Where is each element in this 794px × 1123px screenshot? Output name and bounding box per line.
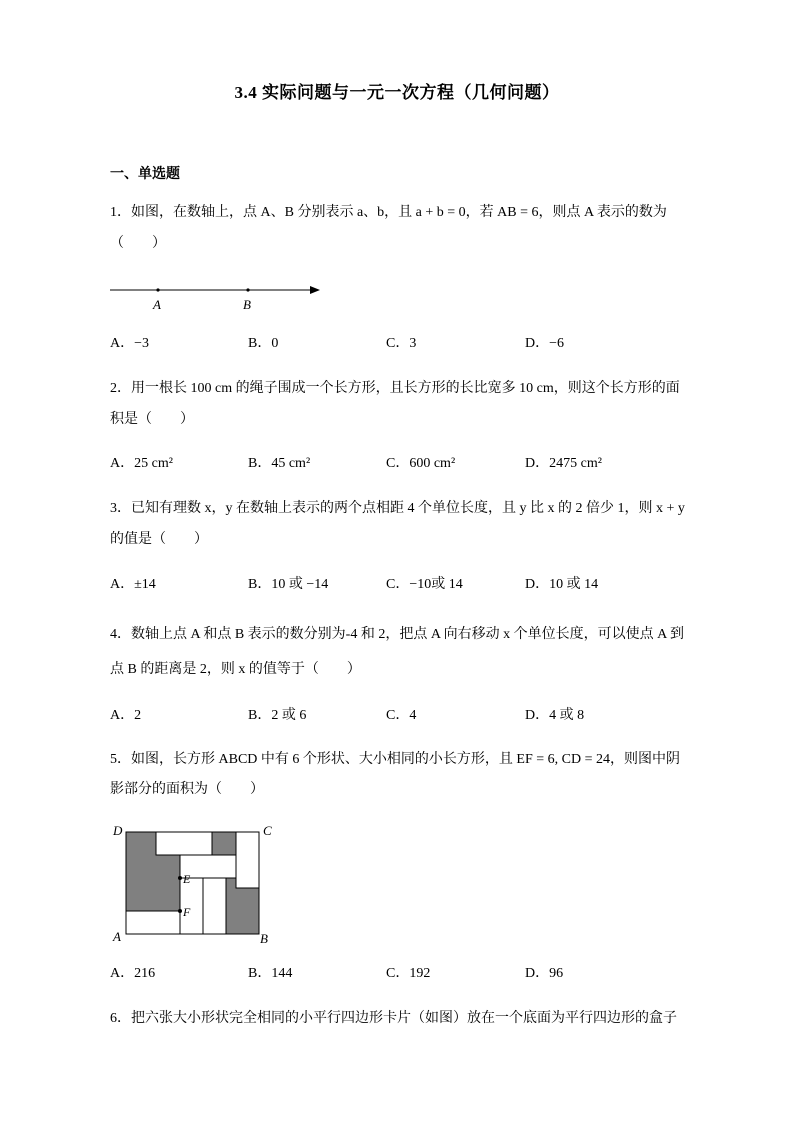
point-f-dot bbox=[178, 909, 182, 913]
label-d: D bbox=[113, 823, 123, 838]
question-4-text: 4．数轴上点 A 和点 B 表示的数分别为-4 和 2，把点 A 向右移动 x 个单位长度，可以使点 A 到 bbox=[110, 627, 685, 642]
point-b-dot bbox=[246, 288, 249, 291]
small-rectangle-2 bbox=[236, 832, 259, 888]
question-2-option-b: B．45 cm² bbox=[248, 456, 311, 471]
question-3-text-cont: 的值是（ ） bbox=[110, 532, 208, 547]
label-a: A bbox=[113, 929, 121, 944]
question-3-text: 3．已知有理数 x，y 在数轴上表示的两个点相距 4 个单位长度，且 y 比 x 的 2 倍少 1，则 x + y bbox=[110, 501, 685, 516]
question-1-text: 1．如图，在数轴上，点 A、B 分别表示 a、b，且 a + b = 0，若 AB = 6，则点 A 表示的数为 bbox=[110, 205, 667, 220]
question-1-option-c: C．3 bbox=[386, 336, 417, 351]
question-1-option-d: D．−6 bbox=[525, 336, 565, 351]
label-e: E bbox=[183, 872, 191, 886]
question-4-text-cont: 点 B 的距离是 2，则 x 的值等于（ ） bbox=[110, 662, 361, 677]
question-3-option-d: D．10 或 14 bbox=[525, 577, 599, 592]
page-title: 3.4 实际问题与一元一次方程（几何问题） bbox=[234, 83, 560, 102]
small-rectangle-6 bbox=[126, 911, 180, 934]
rectangle-figure bbox=[108, 822, 283, 948]
question-4-option-a: A．2 bbox=[110, 708, 142, 723]
small-rectangle-1 bbox=[156, 832, 212, 855]
question-5-option-c: C．192 bbox=[386, 966, 431, 981]
point-b-label: B bbox=[243, 297, 251, 312]
question-1-text-cont: （ ） bbox=[110, 236, 166, 251]
point-e-dot bbox=[178, 876, 182, 880]
question-4-option-d: D．4 或 8 bbox=[525, 708, 585, 723]
question-5-text: 5．如图，长方形 ABCD 中有 6 个形状、大小相同的小长方形，且 EF = 6, CD = 24，则图中阴 bbox=[110, 752, 680, 767]
question-3-option-a: A．±14 bbox=[110, 577, 156, 592]
question-1-option-a: A．−3 bbox=[110, 336, 150, 351]
question-5-option-d: D．96 bbox=[525, 966, 564, 981]
question-4-option-c: C．4 bbox=[386, 708, 417, 723]
number-line-figure bbox=[108, 280, 328, 314]
label-f: F bbox=[183, 905, 191, 919]
question-5-text-cont: 影部分的面积为（ ） bbox=[110, 782, 264, 797]
label-b: B bbox=[260, 931, 268, 946]
question-6-text: 6．把六张大小形状完全相同的小平行四边形卡片（如图）放在一个底面为平行四边形的盒子 bbox=[110, 1011, 677, 1026]
question-3-option-b: B．10 或 −14 bbox=[248, 577, 329, 592]
question-1-option-b: B．0 bbox=[248, 336, 279, 351]
question-3-option-c: C．−10或 14 bbox=[386, 577, 463, 592]
small-rectangle-5 bbox=[203, 878, 226, 934]
point-a-dot bbox=[156, 288, 159, 291]
number-line-arrow bbox=[310, 286, 320, 294]
section-heading: 一、单选题 bbox=[110, 167, 180, 182]
question-2-option-a: A．25 cm² bbox=[110, 456, 173, 471]
question-2-text: 2．用一根长 100 cm 的绳子围成一个长方形，且长方形的长比宽多 10 cm，则这个长方形的面 bbox=[110, 381, 680, 396]
point-a-label: A bbox=[153, 297, 161, 312]
question-2-option-c: C．600 cm² bbox=[386, 456, 456, 471]
label-c: C bbox=[263, 823, 272, 838]
question-4-option-b: B．2 或 6 bbox=[248, 708, 307, 723]
question-5-option-a: A．216 bbox=[110, 966, 156, 981]
question-5-option-b: B．144 bbox=[248, 966, 293, 981]
question-2-text-cont: 积是（ ） bbox=[110, 412, 194, 427]
question-2-option-d: D．2475 cm² bbox=[525, 456, 602, 471]
